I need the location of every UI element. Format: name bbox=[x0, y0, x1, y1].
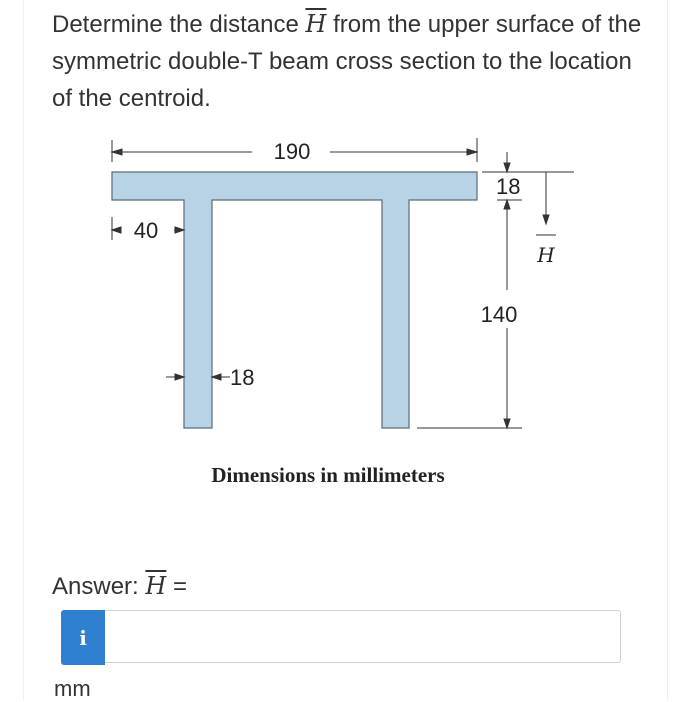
answer-input[interactable] bbox=[105, 610, 621, 663]
dim-18-flange-label: 18 bbox=[496, 174, 521, 199]
dim-18-web-label: 18 bbox=[230, 365, 255, 390]
double-t-section bbox=[112, 172, 477, 428]
left-margin-rule bbox=[23, 0, 24, 700]
info-icon[interactable]: i bbox=[61, 610, 105, 665]
question-part-1: Determine the distance bbox=[52, 11, 306, 38]
dim-190-label: 190 bbox=[273, 139, 311, 164]
answer-h-bar-symbol: $\overline{H}$ bbox=[145, 572, 167, 600]
h-bar-symbol: $\overline{H}$ bbox=[305, 10, 327, 38]
h-symbol-label: H bbox=[537, 243, 555, 267]
answer-label bbox=[52, 568, 187, 605]
question-part-2: from the upper surface of the symmetric double-T beam cross section to the location of the centroid. bbox=[52, 11, 642, 112]
answer-prefix: Answer: bbox=[52, 573, 146, 600]
dim-140-label: 140 bbox=[480, 302, 518, 327]
beam-diagram bbox=[52, 112, 612, 524]
figure-caption: Dimensions in millimeters bbox=[211, 463, 445, 487]
answer-suffix: = bbox=[166, 573, 187, 600]
right-margin-rule bbox=[667, 0, 668, 700]
unit-label: mm bbox=[54, 676, 91, 701]
dimension-h-centroid bbox=[536, 172, 556, 235]
dim-40-label: 40 bbox=[133, 218, 159, 243]
question-text bbox=[52, 6, 652, 117]
answer-input-row bbox=[61, 610, 623, 665]
beam-cross-section-figure bbox=[52, 112, 612, 524]
